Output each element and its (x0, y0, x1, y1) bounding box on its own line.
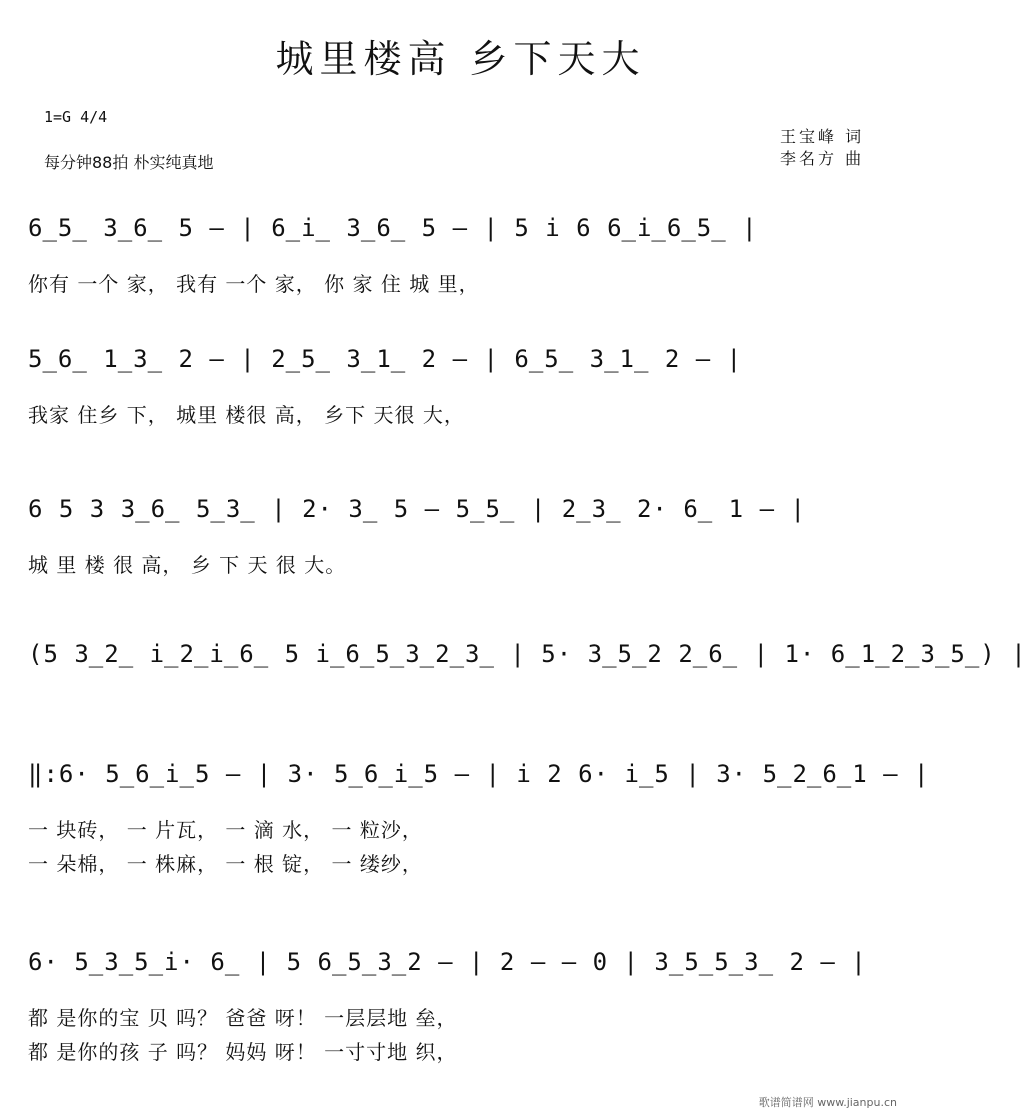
lyric-line: 都 是你的孩 子 吗？ 妈妈 呀！ 一寸寸地 织， (28, 1040, 458, 1064)
lyric-line: 你有 一个 家， 我有 一个 家， 你 家 住 城 里， (28, 272, 480, 296)
lyric-line: 我家 住乡 下， 城里 楼很 高， 乡下 天很 大， (28, 403, 465, 427)
lyric-line: 一 朵棉， 一 株麻， 一 根 锭， 一 缕纱， (28, 852, 423, 876)
watermark: 歌谱简谱网 www.jianpu.cn (758, 1096, 897, 1109)
lyric-line: 一 块砖， 一 片瓦， 一 滴 水， 一 粒沙， (28, 818, 423, 842)
lyric-line: 城 里 楼 很 高， 乡 下 天 很 大。 (28, 553, 347, 577)
notation-line: 6̲5̲ 3̲6̲ 5 – | 6̲i̲ 3̲6̲ 5 – | 5 i 6 6̲i̲6̲5̲ | (28, 214, 758, 242)
notation-line: 6· 5̲3̲5̲i· 6̲ | 5 6̲5̲3̲2 – | 2 – – 0 | 3̲5̲5̲3̲ 2 – | (28, 948, 867, 976)
key-signature: 1=G 4/4 (44, 108, 108, 126)
tempo-marking: 每分钟88拍 朴实纯真地 (44, 153, 214, 172)
composer-credit: 李名方 曲 (780, 149, 865, 168)
page-title: 城里楼高 乡下天大 (275, 37, 646, 81)
notation-line: (5 3̲2̲ i̲2̲i̲6̲ 5 i̲6̲5̲3̲2̲3̲ | 5· 3̲5̲2 2̲6̲ | 1· 6̲1̲2̲3̲5̲) | (28, 640, 1027, 668)
lyric-line: 都 是你的宝 贝 吗？ 爸爸 呀！ 一层层地 垒， (28, 1006, 458, 1030)
notation-line: 5̲6̲ 1̲3̲ 2 – | 2̲5̲ 3̲1̲ 2 – | 6̲5̲ 3̲1̲ 2 – | (28, 345, 743, 373)
notation-line: 6 5 3 3̲6̲ 5̲3̲ | 2· 3̲ 5 – 5̲5̲ | 2̲3̲ 2· 6̲ 1 – | (28, 495, 806, 523)
notation-line: ‖:6· 5̲6̲i̲5 – | 3· 5̲6̲i̲5 – | i 2 6· i̲5 | 3· 5̲2̲6̲1 – | (28, 760, 930, 788)
lyricist-credit: 王宝峰 词 (780, 127, 865, 146)
